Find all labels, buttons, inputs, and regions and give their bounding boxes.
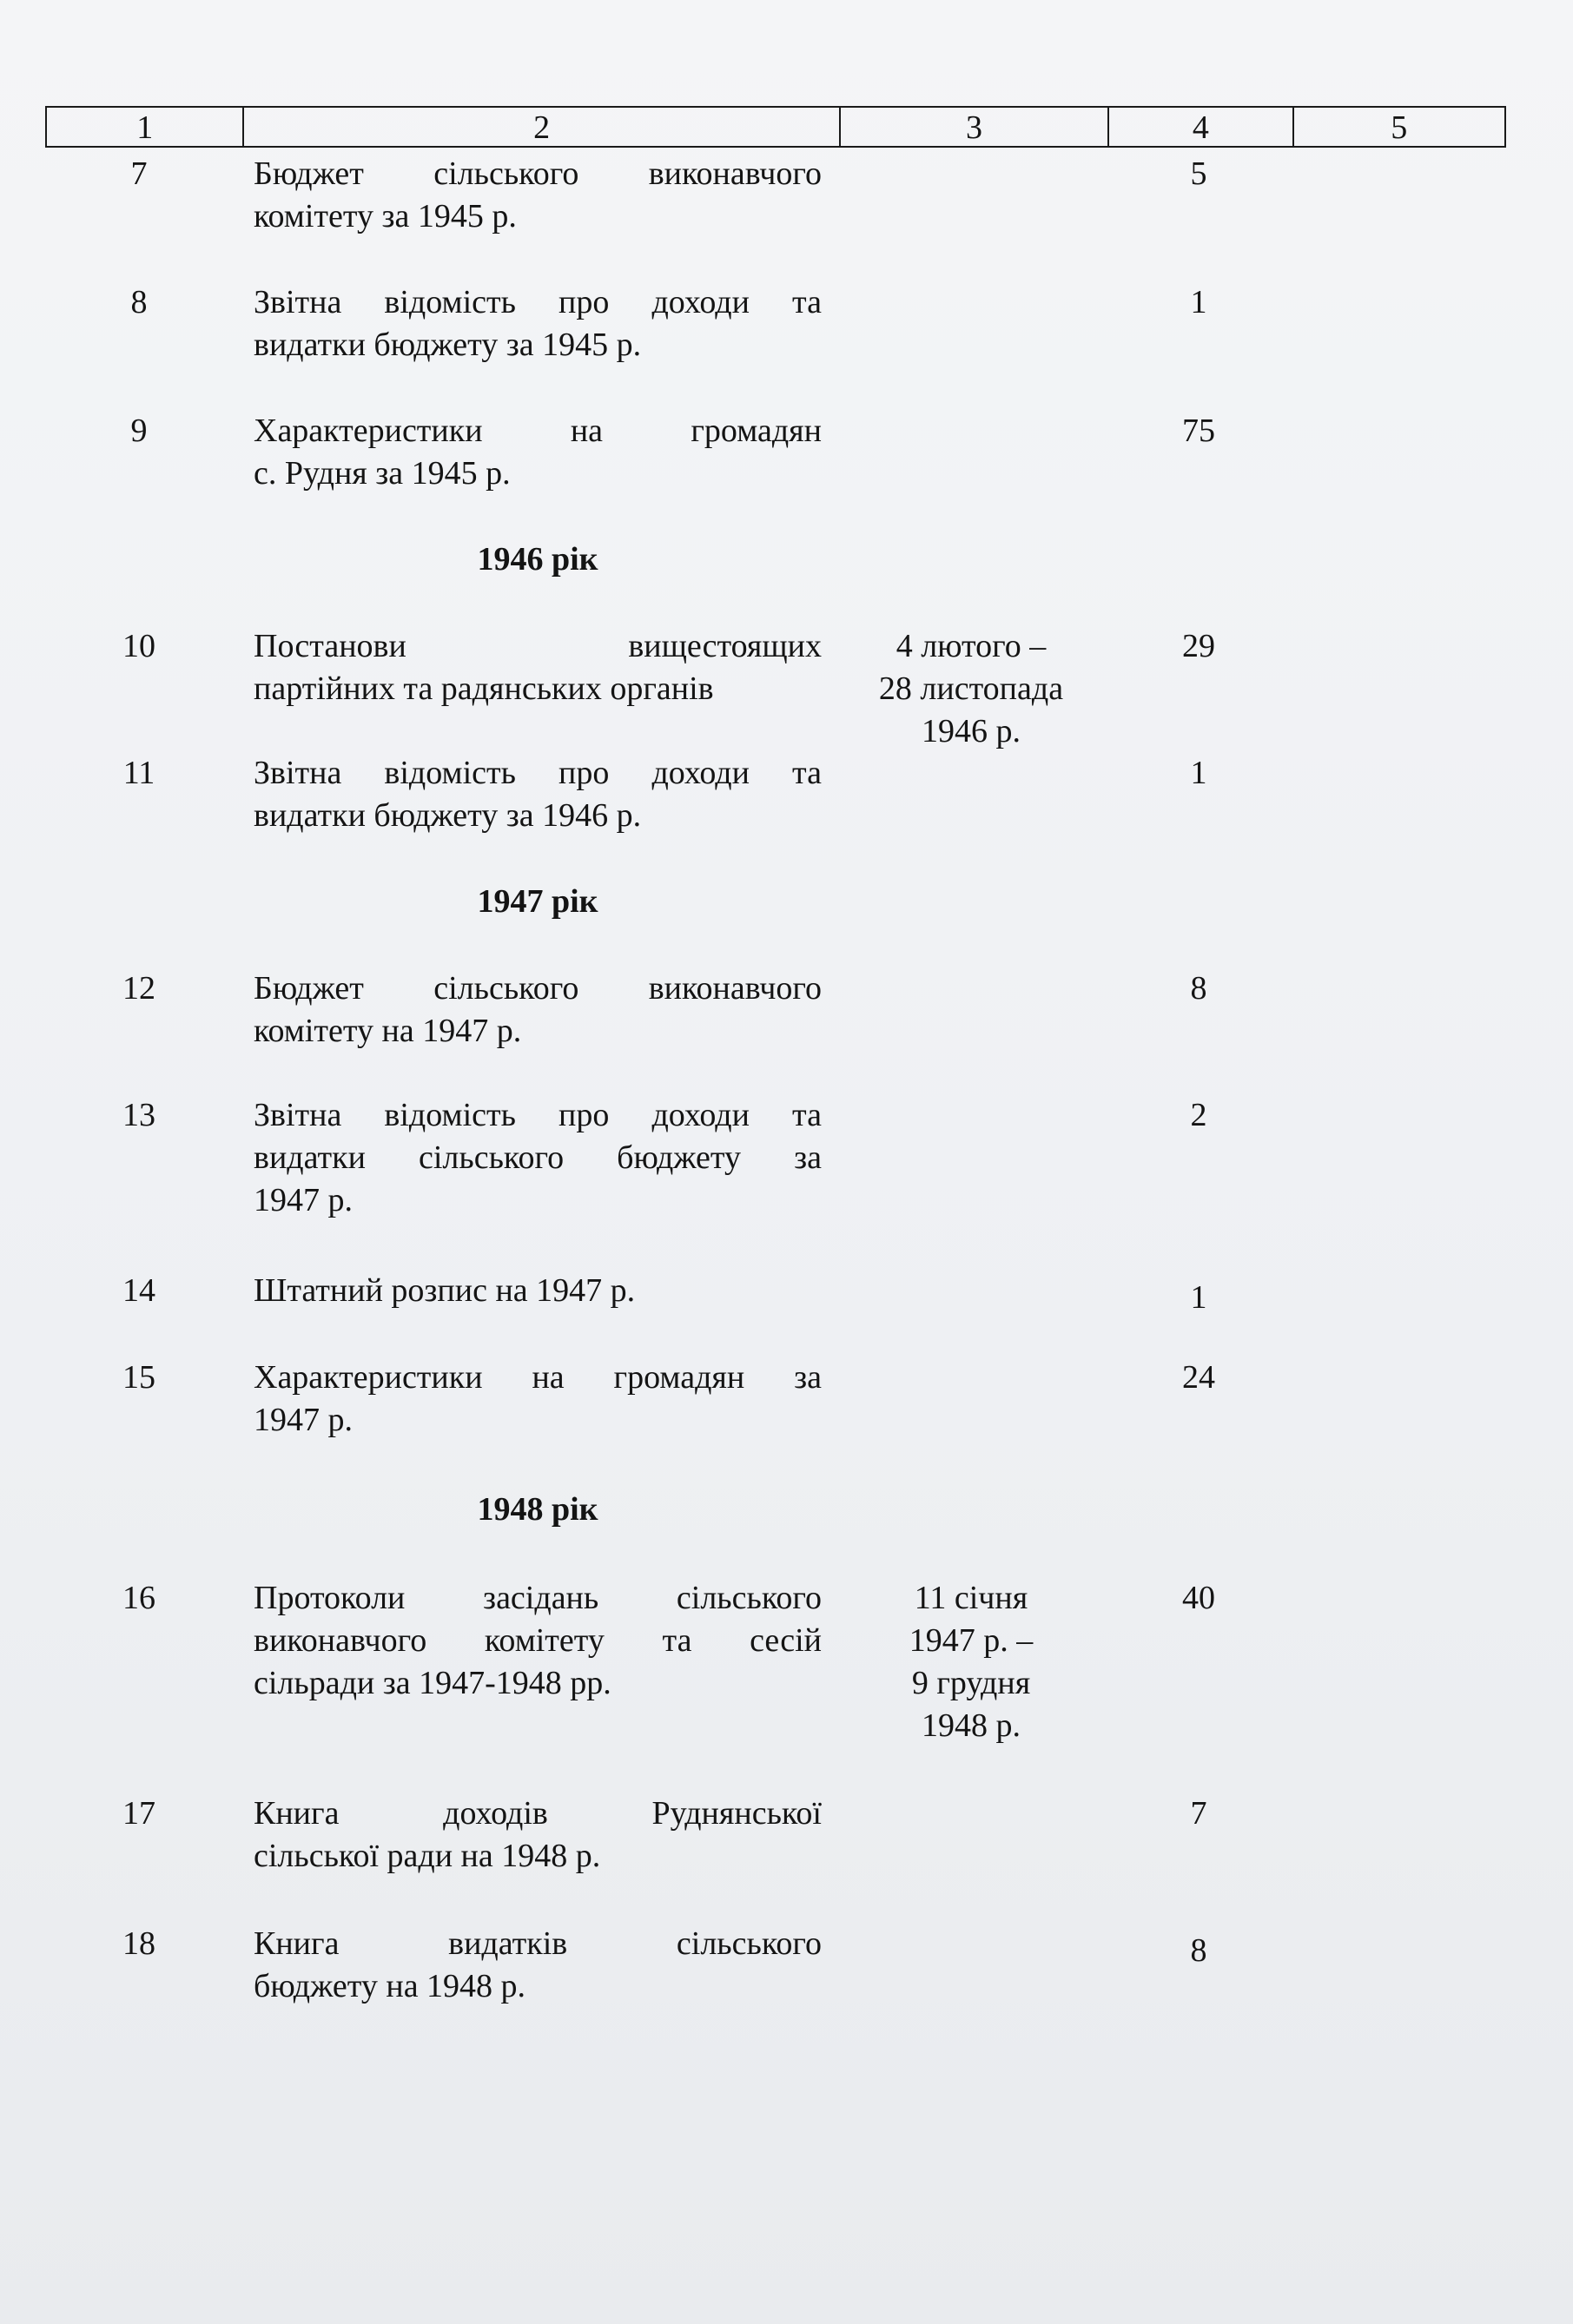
row-number: 13 — [122, 1097, 155, 1133]
row-title-line: Книга видатків сільського — [254, 1925, 822, 1962]
row-number: 8 — [130, 284, 148, 320]
row-title-line: Характеристики на громадян за — [254, 1359, 822, 1396]
row-date-line: 1948 р. — [922, 1707, 1021, 1744]
row-number: 16 — [122, 1580, 155, 1616]
row-title-line: 1947 р. — [254, 1182, 353, 1218]
row-title-line: Характеристики на громадян — [254, 413, 822, 449]
row-title-line: видатки бюджету за 1945 р. — [254, 327, 642, 363]
row-title-line: комітету на 1947 р. — [254, 1013, 522, 1049]
row-sheets: 2 — [1190, 1097, 1207, 1133]
row-title-line: сільської ради на 1948 р. — [254, 1838, 601, 1874]
row-title-line: Книга доходів Руднянської — [254, 1795, 822, 1832]
row-title-line: с. Рудня за 1945 р. — [254, 455, 511, 492]
row-sheets: 29 — [1182, 628, 1215, 664]
row-title-line: виконавчого комітету та сесій — [254, 1622, 822, 1659]
row-date-line: 11 січня — [914, 1580, 1028, 1616]
row-title — [254, 967, 822, 1053]
row-title — [254, 1923, 822, 2008]
row-title-line: сільради за 1947-1948 рр. — [254, 1665, 611, 1701]
row-title-line: Бюджет сільського виконавчого — [254, 970, 822, 1007]
row-title — [254, 1357, 822, 1442]
row-title-line: партійних та радянських органів — [254, 670, 714, 707]
row-number: 15 — [122, 1359, 155, 1396]
column-header-2: 2 — [244, 108, 840, 146]
row-title-line: Протоколи засідань сільського — [254, 1580, 822, 1616]
row-title — [254, 1270, 822, 1312]
row-number: 10 — [122, 628, 155, 664]
row-title — [254, 1577, 822, 1705]
row-sheets: 1 — [1190, 755, 1207, 791]
row-title — [254, 153, 822, 238]
column-header-5: 5 — [1391, 109, 1408, 146]
row-title — [254, 410, 822, 495]
row-sheets: 1 — [1190, 1279, 1207, 1316]
row-sheets: 7 — [1190, 1795, 1207, 1832]
row-title-line: видатки сільського бюджету за — [254, 1139, 822, 1176]
year-heading: 1946 рік — [477, 541, 598, 578]
row-sheets: 8 — [1190, 1932, 1207, 1969]
row-title-line: Постанови вищестоящих — [254, 628, 822, 664]
row-title-line: Звітна відомість про доходи та — [254, 1097, 822, 1133]
row-title-line: Звітна відомість про доходи та — [254, 755, 822, 791]
row-date — [858, 1577, 1084, 1747]
row-title-line: Звітна відомість про доходи та — [254, 284, 822, 320]
row-title — [254, 1793, 822, 1878]
row-number: 12 — [122, 970, 155, 1007]
row-number: 18 — [122, 1925, 155, 1962]
column-header-row — [45, 106, 1506, 148]
row-date-line: 1946 р. — [922, 713, 1021, 749]
row-sheets: 8 — [1190, 970, 1207, 1007]
row-title — [254, 625, 822, 710]
row-title-line: 1947 р. — [254, 1402, 353, 1438]
row-title-line: видатки бюджету за 1946 р. — [254, 797, 642, 834]
row-number: 17 — [122, 1795, 155, 1832]
row-title-line: Штатний розпис на 1947 р. — [254, 1272, 636, 1309]
column-header-3: 3 — [841, 108, 1109, 146]
year-heading: 1948 рік — [477, 1491, 598, 1528]
row-title — [254, 752, 822, 837]
row-sheets: 24 — [1182, 1359, 1215, 1396]
column-header-4: 4 — [1109, 108, 1294, 146]
row-date — [858, 625, 1084, 753]
row-number: 11 — [122, 755, 155, 791]
row-number: 7 — [130, 155, 148, 192]
column-header-1: 1 — [47, 108, 244, 146]
row-title — [254, 1094, 822, 1222]
row-number: 9 — [130, 413, 148, 449]
row-date-line: 9 грудня — [911, 1665, 1031, 1701]
row-sheets: 75 — [1182, 413, 1215, 449]
row-number: 14 — [122, 1272, 155, 1309]
row-date-line: 28 листопада — [878, 670, 1064, 707]
row-sheets: 5 — [1190, 155, 1207, 192]
row-title-line: комітету за 1945 р. — [254, 198, 517, 234]
row-title-line: бюджету на 1948 р. — [254, 1968, 526, 2004]
row-sheets: 1 — [1190, 284, 1207, 320]
row-date-line: 4 лютого – — [896, 628, 1047, 664]
row-date-line: 1947 р. – — [909, 1622, 1034, 1659]
row-title — [254, 281, 822, 366]
year-heading: 1947 рік — [477, 883, 598, 920]
row-title-line: Бюджет сільського виконавчого — [254, 155, 822, 192]
row-sheets: 40 — [1182, 1580, 1215, 1616]
